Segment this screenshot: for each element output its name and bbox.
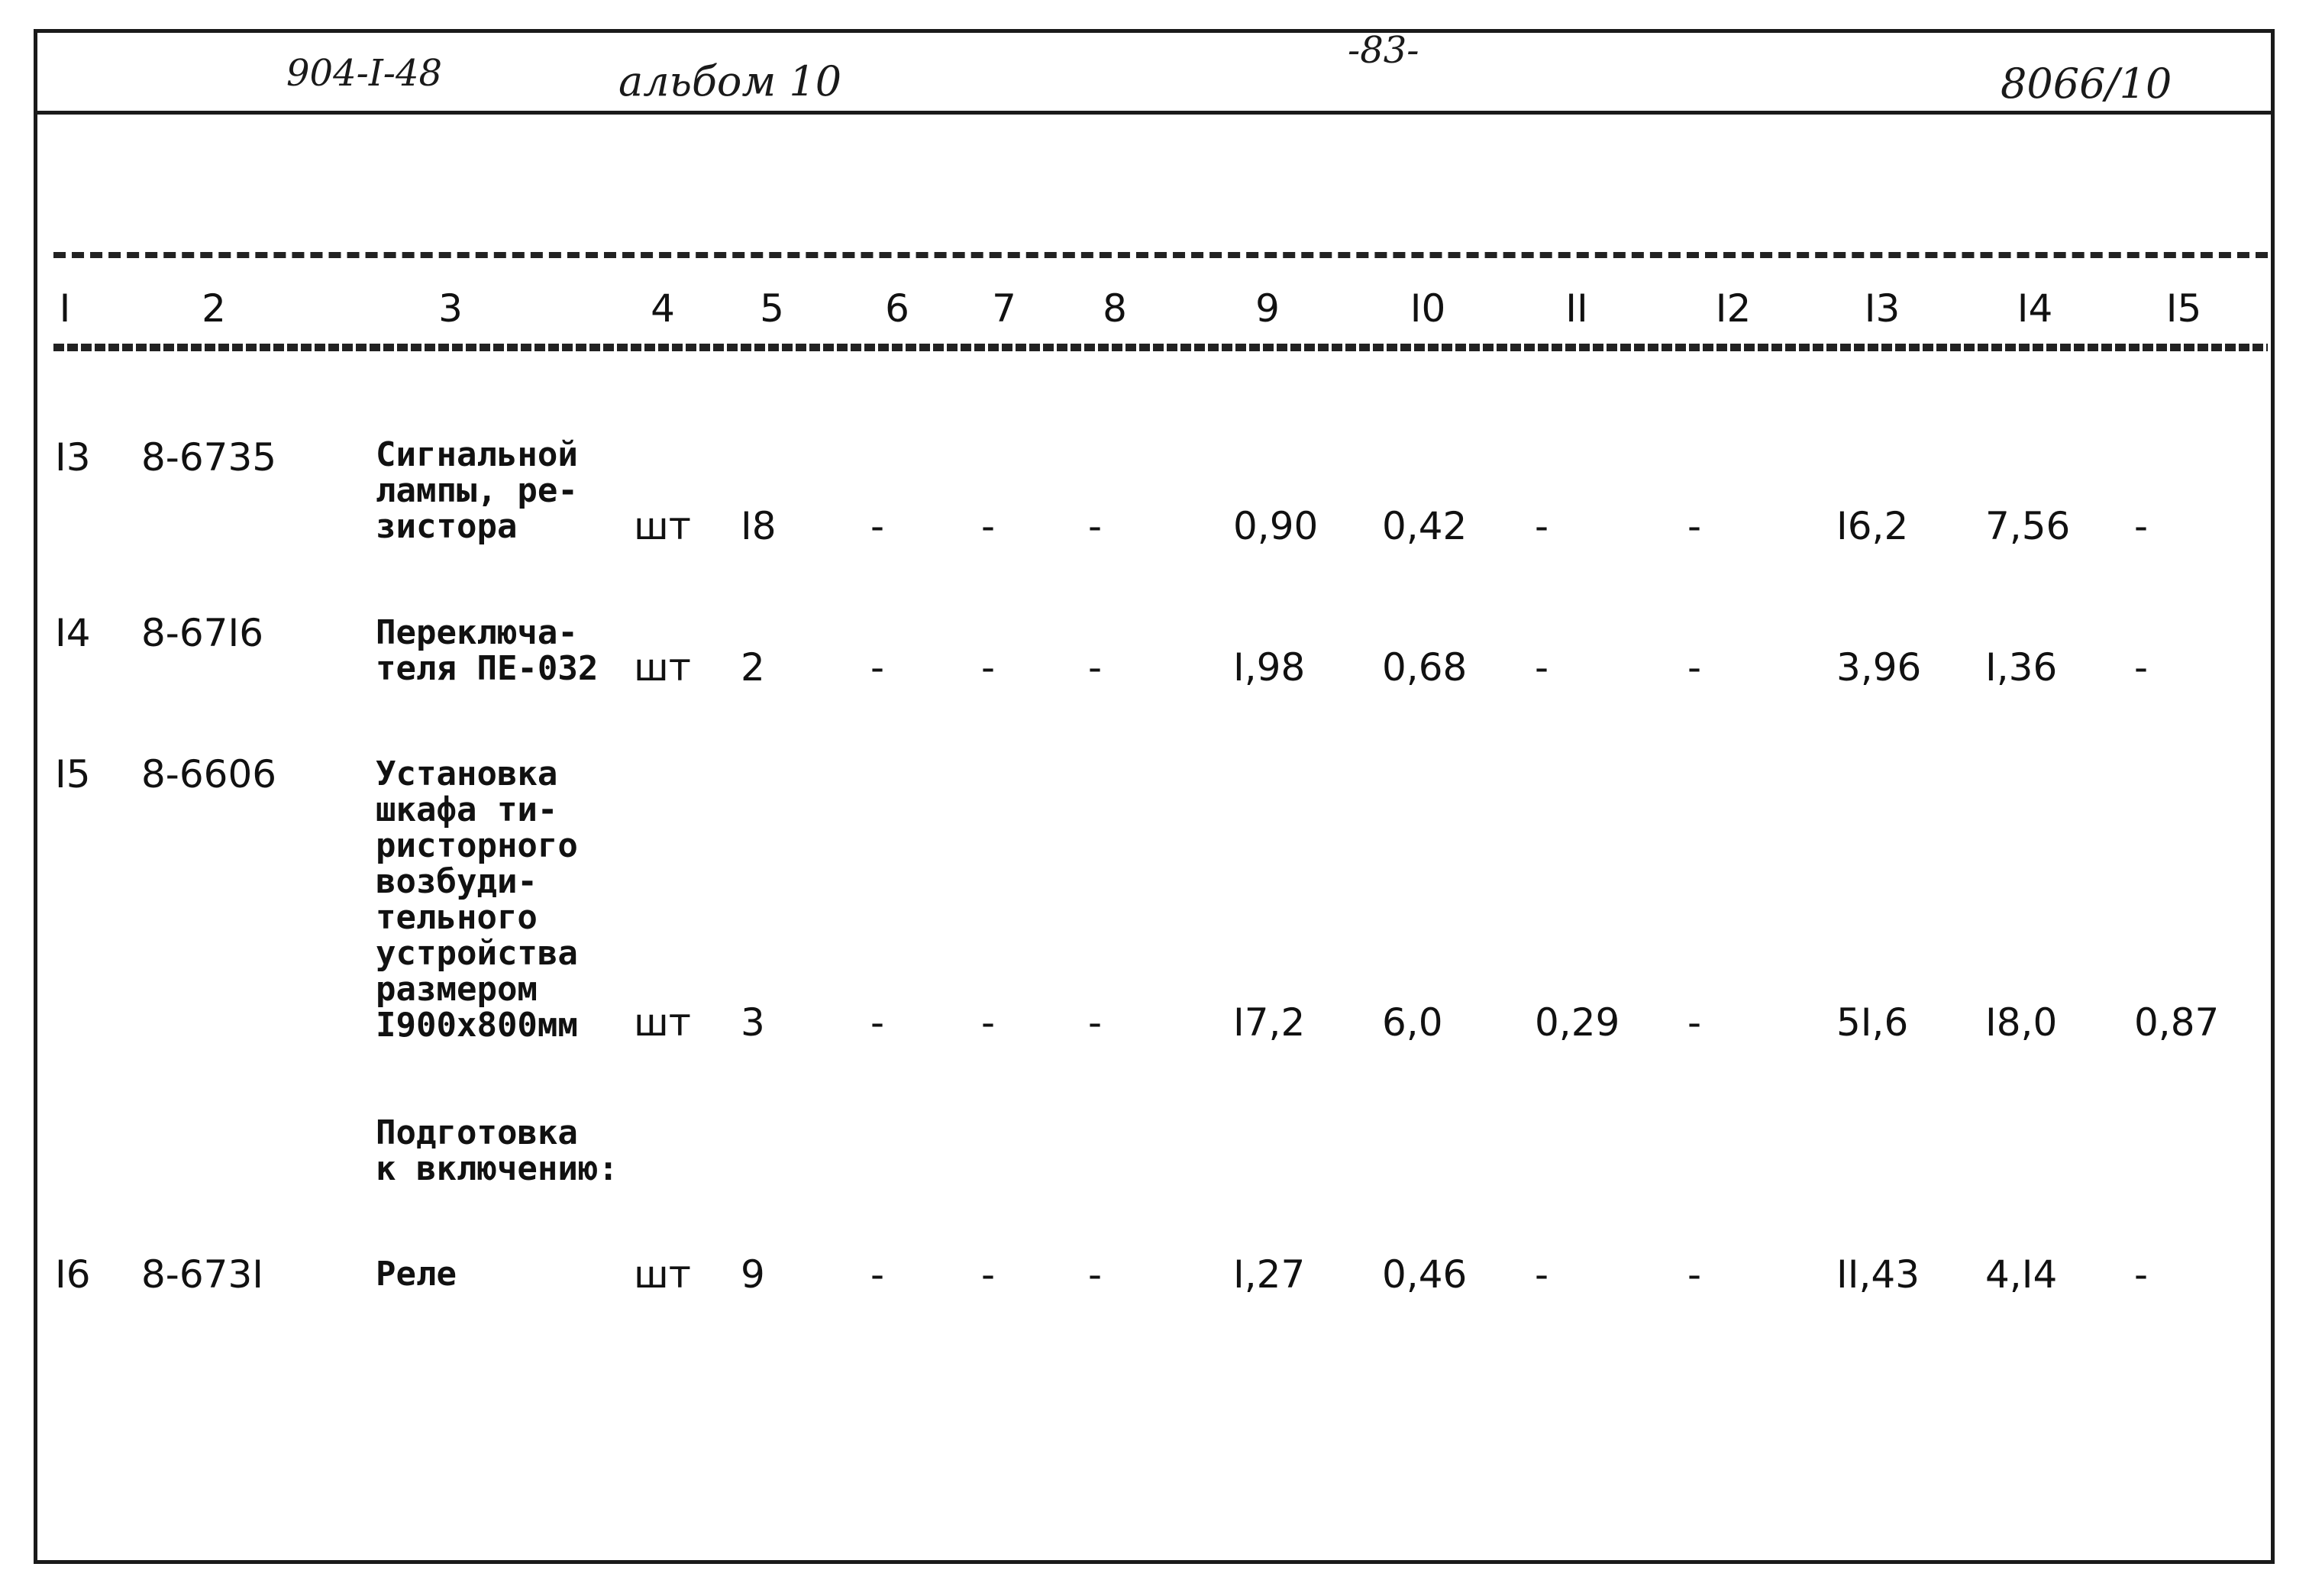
col-11: -: [1535, 645, 1549, 690]
col-6: -: [870, 1252, 885, 1297]
col-12: -: [1687, 504, 1702, 548]
col-7: -: [981, 504, 996, 548]
column-number: 9: [1255, 286, 1280, 331]
col-14: 7,56: [1985, 504, 2071, 548]
quantity: 2: [741, 645, 765, 690]
col-13: 5I,6: [1836, 1000, 1909, 1045]
col-10: 0,42: [1382, 504, 1468, 548]
col-9: I7,2: [1233, 1000, 1306, 1045]
col-11: -: [1535, 504, 1549, 548]
column-header-bottom-rule: [53, 344, 2268, 351]
col-15: -: [2134, 1252, 2149, 1297]
item-name: Установка шкафа ти- ристорного возбуди- тельного устройства размером I900x800мм: [376, 754, 578, 1045]
column-number: I5: [2165, 286, 2202, 331]
column-number: 7: [992, 286, 1016, 331]
quantity: 9: [741, 1252, 765, 1297]
col-8: -: [1088, 1252, 1103, 1297]
row-number: I4: [55, 611, 91, 655]
col-10: 0,68: [1382, 645, 1468, 690]
col-12: -: [1687, 1000, 1702, 1045]
col-13: I6,2: [1836, 504, 1909, 548]
col-7: -: [981, 1000, 996, 1045]
col-12: -: [1687, 1252, 1702, 1297]
page-frame: [34, 29, 2275, 1564]
item-name: Реле: [376, 1255, 457, 1294]
column-number: I0: [1410, 286, 1446, 331]
column-number: 5: [760, 286, 784, 331]
column-number: 2: [202, 286, 226, 331]
col-15: -: [2134, 504, 2149, 548]
col-9: I,27: [1233, 1252, 1306, 1297]
col-8: -: [1088, 504, 1103, 548]
col-14: I,36: [1985, 645, 2058, 690]
col-13: II,43: [1836, 1252, 1920, 1297]
column-number: I3: [1864, 286, 1900, 331]
column-number: I: [59, 286, 71, 331]
column-number: 3: [438, 286, 463, 331]
col-9: 0,90: [1233, 504, 1319, 548]
item-name: Переключа- теля ПЕ-032: [376, 613, 599, 688]
col-14: 4,I4: [1985, 1252, 2058, 1297]
col-10: 0,46: [1382, 1252, 1468, 1297]
col-9: I,98: [1233, 645, 1306, 690]
price-code: 8-673I: [141, 1252, 264, 1297]
col-6: -: [870, 1000, 885, 1045]
col-6: -: [870, 645, 885, 690]
col-8: -: [1088, 1000, 1103, 1045]
unit: шт: [634, 1000, 691, 1045]
col-8: -: [1088, 645, 1103, 690]
col-13: 3,96: [1836, 645, 1922, 690]
col-15: 0,87: [2134, 1000, 2220, 1045]
sheet-number: 8066/10: [2001, 60, 2172, 108]
doc-code: 904-I-48: [286, 52, 443, 95]
row-number: I3: [55, 435, 91, 480]
quantity: I8: [741, 504, 777, 548]
col-7: -: [981, 645, 996, 690]
unit: шт: [634, 1252, 691, 1297]
page-number: -83-: [1348, 29, 1419, 72]
col-14: I8,0: [1985, 1000, 2058, 1045]
album-label: альбом 10: [618, 57, 842, 105]
row-number: I5: [55, 752, 91, 796]
price-code: 8-67I6: [141, 611, 264, 655]
col-11: -: [1535, 1252, 1549, 1297]
column-number: 4: [651, 286, 675, 331]
column-number: I2: [1715, 286, 1752, 331]
quantity: 3: [741, 1000, 765, 1045]
unit: шт: [634, 504, 691, 548]
section-heading: Подготовка к включению:: [376, 1113, 618, 1188]
col-12: -: [1687, 645, 1702, 690]
column-number: II: [1565, 286, 1588, 331]
column-number: 6: [885, 286, 909, 331]
header-rule: [34, 111, 2275, 115]
row-number: I6: [55, 1252, 91, 1297]
column-number: 8: [1103, 286, 1127, 331]
col-6: -: [870, 504, 885, 548]
price-code: 8-6735: [141, 435, 277, 480]
col-7: -: [981, 1252, 996, 1297]
unit: шт: [634, 645, 691, 690]
col-11: 0,29: [1535, 1000, 1620, 1045]
col-15: -: [2134, 645, 2149, 690]
item-name: Сигнальной лампы, ре- зистора: [376, 435, 578, 546]
col-10: 6,0: [1382, 1000, 1443, 1045]
price-code: 8-6606: [141, 752, 277, 796]
column-header-top-rule: [53, 252, 2268, 258]
column-number: I4: [2017, 286, 2053, 331]
